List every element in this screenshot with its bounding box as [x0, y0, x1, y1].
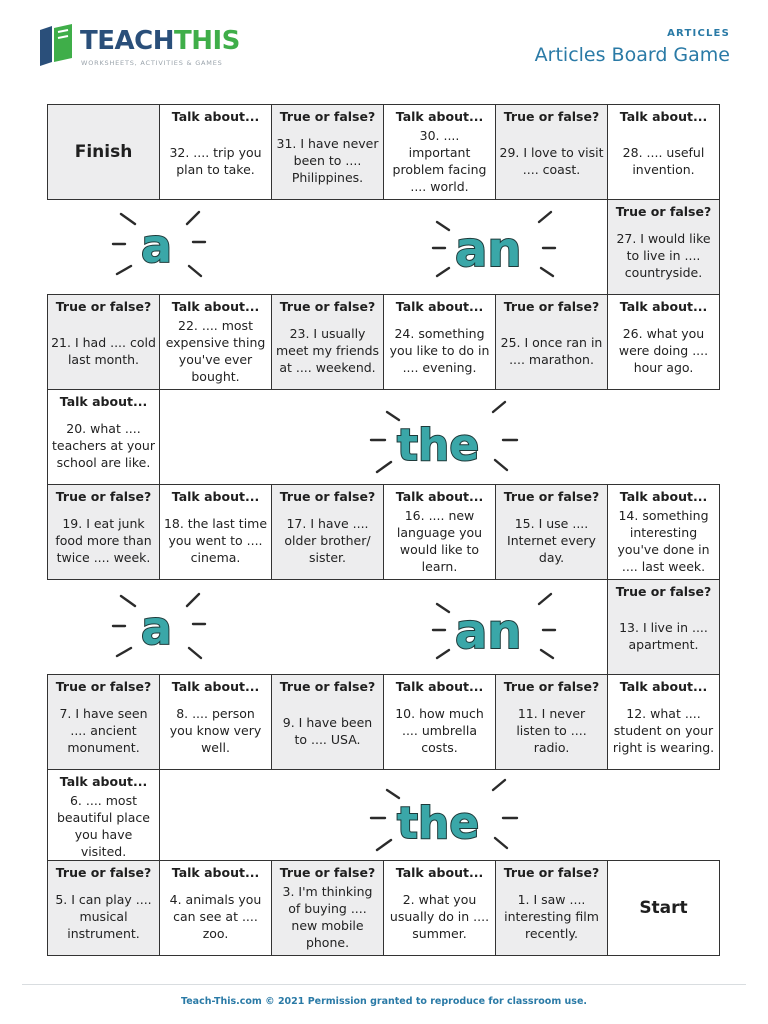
square-22: Talk about... 22. .... most expensive thing you've ever bought. — [159, 294, 272, 390]
square-20: Talk about... 20. what .... teachers at your school are like. — [47, 389, 160, 485]
footer-divider — [22, 984, 746, 985]
square-29: True or false? 29. I love to visit .... coast. — [495, 104, 608, 200]
article-an-text: an — [455, 222, 522, 278]
square-17: True or false? 17. I have .... older brother/ sister. — [271, 484, 384, 580]
footer-copyright: Teach-This.com © 2021 Permission granted to reproduce for classroom use. — [181, 996, 587, 1007]
square-15: True or false? 15. I use .... Internet every day. — [495, 484, 608, 580]
article-an-decoration — [427, 204, 567, 284]
article-a-decoration — [105, 204, 215, 284]
square-32: Talk about... 32. .... trip you plan to take. — [159, 104, 272, 200]
square-30: Talk about... 30. .... important problem facing .... world. — [383, 104, 496, 200]
square-4: Talk about... 4. animals you can see at .... zoo. — [159, 860, 272, 956]
square-1: True or false? 1. I saw .... interesting film recently. — [495, 860, 608, 956]
square-3: True or false? 3. I'm thinking of buying .... new mobile phone. — [271, 860, 384, 956]
square-18: Talk about... 18. the last time you went to .... cinema. — [159, 484, 272, 580]
article-a-text-2: a — [141, 601, 173, 655]
article-a-text: a — [141, 219, 173, 273]
square-13: True or false? 13. I live in .... apartment. — [607, 579, 720, 675]
square-8: Talk about... 8. .... person you know very well. — [159, 674, 272, 770]
square-28: Talk about... 28. .... useful invention. — [607, 104, 720, 200]
square-23: True or false? 23. I usually meet my friends at .... weekend. — [271, 294, 384, 390]
square-5: True or false? 5. I can play .... musical instrument. — [47, 860, 160, 956]
logo-tagline: WORKSHEETS, ACTIVITIES & GAMES — [81, 59, 223, 67]
board-game — [47, 104, 720, 956]
square-7: True or false? 7. I have seen .... ancient monument. — [47, 674, 160, 770]
square-9: True or false? 9. I have been to .... USA. — [271, 674, 384, 770]
logo-wordmark: TEACHTHIS — [80, 26, 240, 56]
square-12: Talk about... 12. what .... student on your right is wearing. — [607, 674, 720, 770]
square-25: True or false? 25. I once ran in .... marathon. — [495, 294, 608, 390]
article-the-decoration-2 — [367, 776, 527, 858]
square-27: True or false? 27. I would like to live in .... countryside. — [607, 199, 720, 295]
teach-this-logo — [36, 22, 240, 72]
article-a-decoration-2 — [105, 586, 215, 666]
square-2: Talk about... 2. what you usually do in .... summer. — [383, 860, 496, 956]
section-kicker: ARTICLES — [667, 28, 730, 39]
book-logo-icon — [36, 22, 76, 66]
square-24: Talk about... 24. something you like to do in .... evening. — [383, 294, 496, 390]
start-square: Start — [607, 860, 720, 956]
square-14: Talk about... 14. something interesting you've done in .... last week. — [607, 484, 720, 580]
square-6: Talk about... 6. .... most beautiful place you have visited. — [47, 769, 160, 865]
square-10: Talk about... 10. how much .... umbrella costs. — [383, 674, 496, 770]
article-the-decoration — [367, 398, 527, 480]
square-31: True or false? 31. I have never been to .... Philippines. — [271, 104, 384, 200]
article-the-text: the — [397, 420, 480, 471]
square-11: True or false? 11. I never listen to .... radio. — [495, 674, 608, 770]
page-title: Articles Board Game — [534, 44, 730, 66]
page-header — [0, 0, 768, 92]
article-an-decoration-2 — [427, 586, 567, 666]
square-19: True or false? 19. I eat junk food more than twice .... week. — [47, 484, 160, 580]
square-16: Talk about... 16. .... new language you would like to learn. — [383, 484, 496, 580]
finish-square: Finish — [47, 104, 160, 200]
article-an-text-2: an — [455, 604, 522, 660]
square-21: True or false? 21. I had .... cold last month. — [47, 294, 160, 390]
article-the-text-2: the — [397, 798, 480, 849]
square-26: Talk about... 26. what you were doing .... hour ago. — [607, 294, 720, 390]
